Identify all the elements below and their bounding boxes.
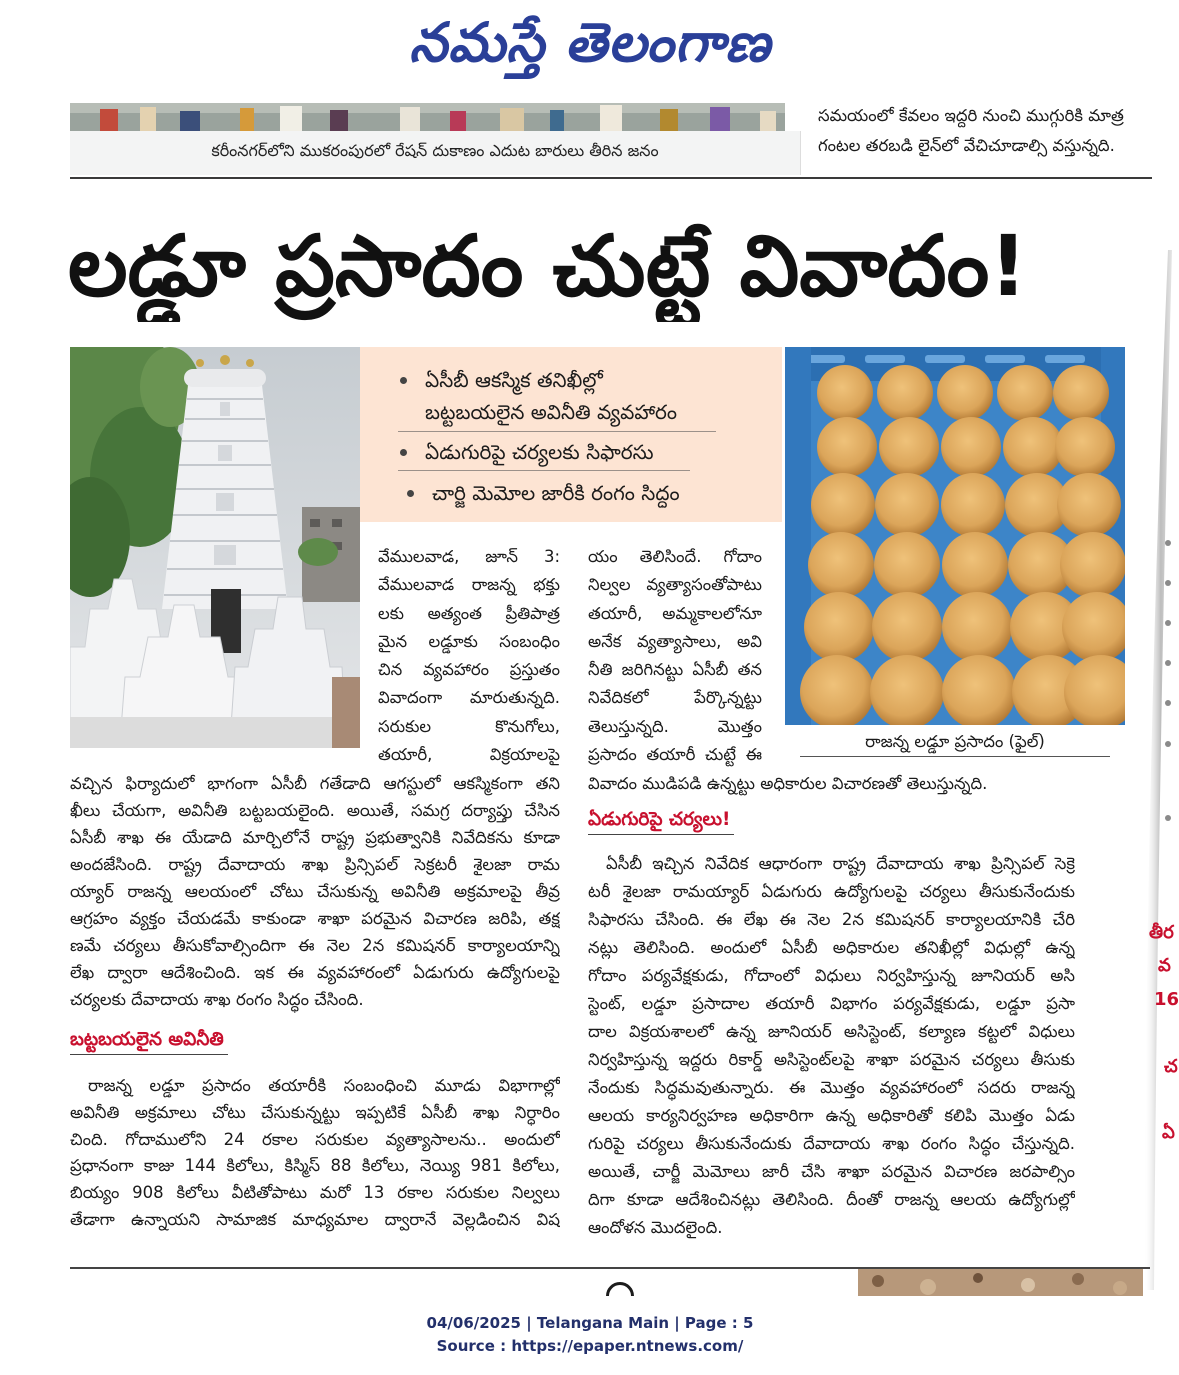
- text-line: ణమే చర్యలు తీసుకోవాల్సిందిగా ఈ నెల 2న కమిషనర్ కార్యాలయాన్ని: [70, 936, 560, 955]
- section-divider: [70, 177, 1152, 179]
- highlight-divider: [398, 431, 716, 432]
- text-line: రాజన్న లడ్డూ ప్రసాదం తయారీకి సంబంధించి మూడు విభాగాల్లో: [88, 1076, 560, 1095]
- text-line: అయితే, చార్జీ మెమోలు జారీ చేసి శాఖా పరమైన విచారణ జరపాల్సిం: [588, 1162, 1075, 1181]
- text-line: ఆలయ కార్యనిర్వహణ అధికారిగా ఉన్న అధికారితో కలిపి మొత్తం ఏడు: [588, 1106, 1075, 1125]
- text-line: ఏసీబీ శాఖ ఈ యేడాది మార్చిలోనే రాష్ట్ర ప్రభుత్వానికి నివేదికను కూడా: [70, 828, 560, 847]
- text-line: అందజేసింది. రాష్ట్ర దేవాదాయ శాఖ ప్రిన్సిపల్ సెక్రటరీ శైలజా రామ: [70, 855, 560, 874]
- text-line: చిన వ్యవహారం ప్రస్తుతం: [378, 660, 560, 680]
- subhead-action-on-seven: ఏడుగురిపై చర్యలు!: [588, 806, 734, 835]
- laddu: [1060, 532, 1125, 598]
- text-line: దిగా కూడా ఆదేశించినట్లు తెలిసింది. దీంతో రాజన్న ఆలయ ఉద్యోగుల్లో: [588, 1190, 1075, 1209]
- crowd-photo: [70, 103, 785, 131]
- laddu: [942, 592, 1012, 662]
- highlight-item-1-line-1: ఏసీబీ ఆకస్మిక తనిఖీల్లో: [425, 368, 603, 392]
- bullet-icon: [1165, 741, 1171, 747]
- crowd-photo-caption: కరీంనగర్‌లోని ముకరంపురలో రేషన్ దుకాణం ఎదుట బారులు తీరిన జనం: [211, 141, 659, 160]
- text-line: నట్లు తెలిసింది. అందులో ఏసీబీ అధికారుల తనిఖీల్లో విధుల్లో ఉన్న: [588, 938, 1075, 957]
- footer-source-link: Source : https://epaper.ntnews.com/: [436, 1337, 744, 1355]
- text-line: చింది. గోదాములోని 24 రకాల సరుకుల వ్యత్యాసాలను.. అందులో: [70, 1129, 560, 1149]
- article-col2-continuation: [588, 770, 1048, 797]
- text-line: య్యార్ రాజన్న ఆలయంలో చోటు చేసుకున్న అవినీతి అక్రమాలపై తీవ్ర: [70, 882, 560, 901]
- bullet-icon: [400, 449, 407, 456]
- text-line: వచ్చిన ఫిర్యాదులో భాగంగా ఏసీబీ గతేడాది ఆగస్టులో ఆకస్మికంగా తని: [70, 774, 560, 793]
- masthead-title: నమస్తే తెలంగాణ: [409, 11, 771, 74]
- subhead-corruption-exposed: బట్టబయలైన అవినీతి: [70, 1026, 228, 1055]
- laddu: [804, 592, 874, 662]
- bullet-icon: [1165, 700, 1171, 706]
- laddu: [879, 417, 939, 477]
- laddu: [811, 473, 875, 537]
- text-line: లకు అత్యంత ప్రీతిపాత్ర: [378, 603, 560, 623]
- text-line: నిల్వల వ్యత్యాసంతోపాటు: [588, 575, 762, 595]
- text-line: తెలుస్తున్నది. మొత్తం: [588, 716, 762, 736]
- laddu: [808, 532, 874, 598]
- laddu: [877, 365, 933, 421]
- article-col1-body: [70, 770, 560, 1013]
- laddu: [872, 592, 942, 662]
- next-page-fragment: 16: [1154, 989, 1179, 1010]
- next-page-fragment: ఏ: [1162, 1122, 1175, 1143]
- bullet-icon: [400, 377, 407, 384]
- text-line: ఏసీబీ ఇచ్చిన నివేదిక ఆధారంగా రాష్ట్ర దేవాదాయ శాఖ ప్రిన్సిపల్ సెక్రె: [606, 854, 1075, 873]
- next-page-fragment: తీర: [1149, 922, 1174, 943]
- text-line: అవినీతి అక్రమాలు చోటు చేసుకున్నట్టు ఇప్పటికే ఏసీబీ శాఖ నిర్ధారిం: [70, 1102, 560, 1122]
- bullet-icon: [1165, 660, 1171, 666]
- text-line: సిఫారసు చేసింది. ఈ లేఖ ఈ నెల 2న కమిషనర్ కార్యాలయానికి చేరి: [588, 910, 1075, 929]
- headline: లడ్డూ ప్రసాదం చుట్టే వివాదం!: [68, 217, 1028, 315]
- highlight-item-2: ఏడుగురిపై చర్యలకు సిఫారసు: [425, 440, 654, 464]
- text-line: మైన లడ్డూకు సంబంధిం: [378, 631, 560, 651]
- previous-article-text: [818, 101, 1179, 161]
- highlight-item-1-line-2: బట్టబయలైన అవినీతి వ్యవహారం: [425, 400, 678, 424]
- next-page-fragment: వ: [1158, 955, 1171, 976]
- text-line: టరీ శైలజా రామయ్యార్ ఏడుగురు ఉద్యోగులపై చర్యలు తీసుకునేందుకు: [588, 882, 1075, 901]
- text-line: అనేక వ్యత్యాసాలు, అవి: [588, 631, 762, 651]
- highlight-divider: [398, 470, 690, 471]
- text-line: స్టెంట్, లడ్డూ ప్రసాదాల తయారీ విభాగం పర్యవేక్షకుడు, లడ్డూ ప్రసా: [588, 994, 1075, 1013]
- laddu: [1055, 417, 1115, 477]
- text-line: నేందుకు సిద్ధమవుతున్నారు. ఈ మొత్తం వ్యవహారంలో సదరు రాజన్న: [588, 1078, 1075, 1097]
- text-line: గోదాం పర్యవేక్షకుడు, గోదాంలో విధులు నిర్వహిస్తున్న జూనియర్ అసి: [588, 966, 1075, 985]
- text-line: ప్రధానంగా కాజు 144 కిలోలు, కిస్మిస్ 88 కిలోలు, నెయ్యి 981 కిలోలు,: [70, 1156, 560, 1176]
- article-col2-top: [588, 543, 762, 769]
- footer-edition-info: 04/06/2025 | Telangana Main | Page : 5: [426, 1314, 754, 1332]
- text-line: నీతి జరిగినట్టు ఏసీబీ తన: [588, 660, 762, 680]
- laddu: [1057, 473, 1121, 537]
- bullet-icon: [1165, 815, 1171, 821]
- text-line: సరుకుల కొనుగోలు,: [378, 716, 560, 736]
- text-line: ఖీలు చేయగా, అవినీతి బట్టబయలైంది. అయితే, సమగ్ర దర్యాప్తు చేసిన: [70, 801, 560, 820]
- laddu: [937, 365, 993, 421]
- text-line: ఆగ్రహం వ్యక్తం చేయడమే కాకుండా శాఖా పరమైన విచారణ జరిపి, తక్ష: [70, 909, 560, 928]
- laddu: [1003, 417, 1063, 477]
- text-line: తేడాగా ఉన్నాయని సామాజిక మాధ్యమాల ద్వారానే వెల్లడించిన విష: [70, 1209, 560, 1229]
- laddu: [817, 365, 873, 421]
- text-line: తయారీ, అమ్మకాలలోనూ: [588, 603, 762, 623]
- next-article-graphic: [606, 1282, 634, 1296]
- laddu-photo-caption: రాజన్న లడ్డూ ప్రసాదం (ఫైల్): [800, 728, 1110, 757]
- text-line: లేఖ ద్వారా ఆదేశించింది. ఇక ఈ వ్యవహారంలో ఏడుగురు ఉద్యోగులపై: [70, 963, 560, 982]
- bullet-icon: [407, 490, 414, 497]
- text-line: వేములవాడ రాజన్న భక్తు: [378, 575, 560, 595]
- laddu: [1053, 365, 1109, 421]
- article-col2-body: [588, 850, 1075, 1242]
- text-line: వివాదంగా మారుతున్నది.: [378, 688, 560, 708]
- text-line: ప్రసాదం తయారీ చుట్టే ఈ: [588, 745, 762, 765]
- laddu-photo: [785, 347, 1125, 725]
- text-line: సమయంలో కేవలం ఇద్దరి నుంచి ముగ్గురికి మాత్ర: [818, 106, 1124, 125]
- laddu: [997, 365, 1053, 421]
- text-line: నివేదికలో పేర్కొన్నట్టు: [588, 688, 762, 708]
- text-line: యం తెలిసిందే. గోదాం: [588, 547, 762, 566]
- highlight-item-3: చార్జి మెమోల జారీకి రంగం సిద్ధం: [432, 481, 680, 505]
- text-line: చర్యలకు దేవాదాయ శాఖ రంగం సిద్ధం చేసింది.: [70, 990, 364, 1009]
- text-line: గంటల తరబడి లైన్‌లో వేచిచూడాల్సి వస్తున్నది.: [818, 136, 1115, 155]
- bullet-icon: [1165, 540, 1171, 546]
- bullet-icon: [1165, 580, 1171, 586]
- text-line: దాల విక్రయశాలలో ఉన్న జూనియర్ అసిస్టెంట్, కల్యాణ కట్టలో విధులు: [588, 1022, 1075, 1041]
- laddu: [942, 532, 1008, 598]
- text-line: నిర్వహిస్తున్న ఇద్దరు రికార్డ్ అసిస్టెంట్‌లపై శాఖా పరమైన చర్యలు తీసుకు: [588, 1050, 1075, 1069]
- text-line: తయారీ, విక్రయాలపై: [378, 745, 560, 765]
- text-line: వివాదం ముడిపడి ఉన్నట్టు అధికారుల విచారణతో తెలుస్తున్నది.: [588, 774, 988, 793]
- laddu: [817, 417, 877, 477]
- article-col1-top: [378, 543, 560, 769]
- text-line: బియ్యం 908 కిలోలు వీటితోపాటు మరో 13 రకాల సరుకుల నిల్వలు: [70, 1183, 560, 1203]
- laddu: [941, 417, 1001, 477]
- bullet-icon: [1165, 620, 1171, 626]
- laddu: [875, 473, 939, 537]
- text-line: గురిపై చర్యలు తీసుకునేందుకు దేవాదాయ శాఖ రంగం సిద్ధం చేస్తున్నది.: [588, 1134, 1075, 1153]
- laddu: [874, 532, 940, 598]
- next-article-photo: [858, 1269, 1143, 1296]
- article-col1-para2: [70, 1073, 560, 1234]
- laddu: [941, 473, 1005, 537]
- next-page-fragment: చ: [1164, 1056, 1178, 1077]
- text-line: ఆందోళన మొదలైంది.: [588, 1218, 723, 1237]
- temple-photo: [70, 347, 360, 748]
- text-line: వేములవాడ, జూన్ 3:: [378, 547, 560, 566]
